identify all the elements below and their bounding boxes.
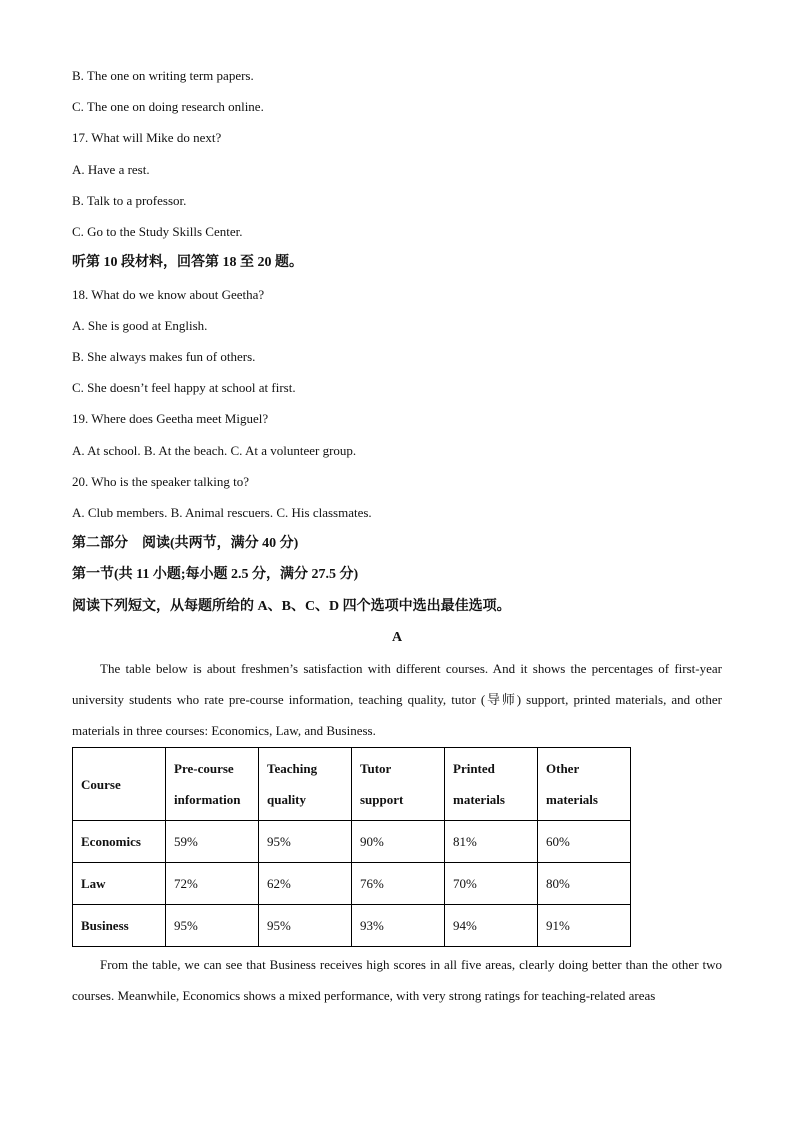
table-cell: 62% <box>259 863 352 905</box>
table-cell: 72% <box>166 863 259 905</box>
table-cell: Business <box>73 905 166 947</box>
options-19: A. At school. B. At the beach. C. At a volunteer group. <box>72 443 357 458</box>
option-17b: B. Talk to a professor. <box>72 193 187 208</box>
table-cell: 76% <box>352 863 445 905</box>
option-17a: A. Have a rest. <box>72 162 150 177</box>
table-row <box>73 821 631 863</box>
section-one-heading: 第一节(共 11 小题;每小题 2.5 分，满分 27.5 分) <box>72 567 359 582</box>
option-16c: C. The one on doing research online. <box>72 99 264 114</box>
question-19: 19. Where does Geetha meet Miguel? <box>72 411 269 426</box>
option-17c: C. Go to the Study Skills Center. <box>72 224 243 239</box>
table-header-row <box>73 748 631 821</box>
listening-instruction-10: 听第 10 段材料，回答第 18 至 20 题。 <box>72 255 303 270</box>
question-20: 20. Who is the speaker talking to? <box>72 474 250 489</box>
option-18b: B. She always makes fun of others. <box>72 349 256 364</box>
header-cell: Course <box>73 748 166 821</box>
header-cell: Pre-course information <box>166 748 259 821</box>
question-17: 17. What will Mike do next? <box>72 130 222 145</box>
option-18a: A. She is good at English. <box>72 318 208 333</box>
reading-instruction: 阅读下列短文，从每题所给的 A、B、C、D 四个选项中选出最佳选项。 <box>72 599 511 614</box>
table-cell: 91% <box>538 905 631 947</box>
table-cell: 95% <box>259 821 352 863</box>
options-20: A. Club members. B. Animal rescuers. C. His classmates. <box>72 505 372 520</box>
table-cell: 60% <box>538 821 631 863</box>
closing-paragraph: From the table, we can see that Business receives high scores in all five areas, clearly doing better than the other two courses. Meanwhile, Economics shows a mixed performance, with very strong ratings for teaching-related areas <box>72 957 722 1003</box>
table-cell: 81% <box>445 821 538 863</box>
header-cell: Other materials <box>538 748 631 821</box>
header-cell: Tutor support <box>352 748 445 821</box>
table-cell: 80% <box>538 863 631 905</box>
intro-paragraph: The table below is about freshmen’s satisfaction with different courses. And it shows the percentages of first-year university students who rate pre-course information, teaching quality, tutor (导师) support, printed materials, and other materials in three courses: Economics, Law, and Business. <box>72 661 722 738</box>
option-18c: C. She doesn’t feel happy at school at first. <box>72 380 296 395</box>
table-cell: 90% <box>352 821 445 863</box>
table-cell: 95% <box>166 905 259 947</box>
header-cell: Teaching quality <box>259 748 352 821</box>
table-cell: 59% <box>166 821 259 863</box>
satisfaction-table <box>72 747 631 947</box>
question-18: 18. What do we know about Geetha? <box>72 287 265 302</box>
table-cell: 93% <box>352 905 445 947</box>
part-two-heading: 第二部分 阅读(共两节，满分 40 分) <box>72 536 299 551</box>
passage-title: A <box>391 630 403 645</box>
table-cell: 94% <box>445 905 538 947</box>
table-cell: 95% <box>259 905 352 947</box>
header-cell: Printed materials <box>445 748 538 821</box>
table-cell: Economics <box>73 821 166 863</box>
table-row <box>73 863 631 905</box>
option-16b: B. The one on writing term papers. <box>72 68 254 83</box>
table-cell: Law <box>73 863 166 905</box>
table-row <box>73 905 631 947</box>
table-cell: 70% <box>445 863 538 905</box>
